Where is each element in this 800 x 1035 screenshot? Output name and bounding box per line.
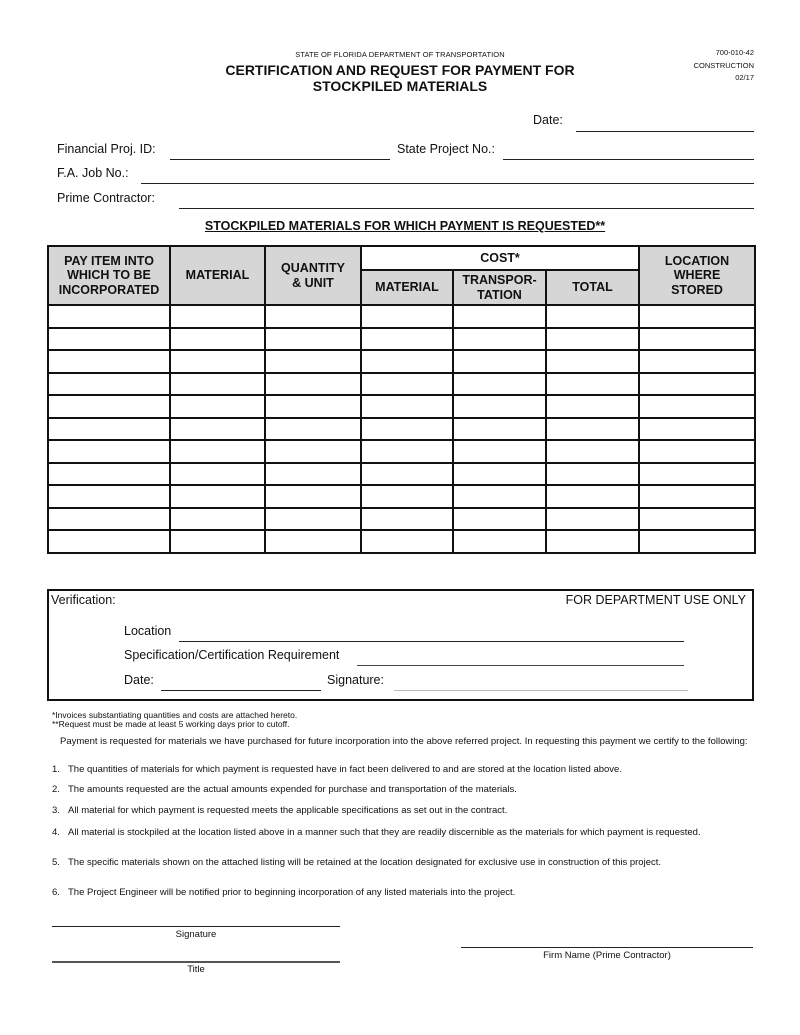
cell-pay-item[interactable] <box>48 440 170 463</box>
title-line[interactable] <box>52 961 340 963</box>
cell-cost-transportation[interactable] <box>453 418 546 441</box>
verification-label: Verification: <box>51 593 116 607</box>
header-cost-material: MATERIAL <box>361 270 453 305</box>
certification-item <box>52 887 732 899</box>
verification-date-label: Date: <box>124 673 154 687</box>
form-title-line-1: CERTIFICATION AND REQUEST FOR PAYMENT FOR <box>225 62 575 78</box>
cell-location[interactable] <box>639 463 755 486</box>
fa-job-no-field[interactable] <box>141 166 754 184</box>
item-text: The Project Engineer will be notified prior to beginning incorporation of any listed materials into the project. <box>68 887 516 898</box>
financial-proj-id-field[interactable] <box>170 142 390 160</box>
item-text: All material for which payment is requested meets the applicable specifications as set out in the contract. <box>68 805 508 816</box>
verification-location-field[interactable] <box>179 624 684 642</box>
cell-quantity-unit[interactable] <box>265 395 361 418</box>
verification-signature-field[interactable] <box>394 673 688 691</box>
cell-location[interactable] <box>639 395 755 418</box>
cell-cost-transportation[interactable] <box>453 530 546 553</box>
cell-cost-transportation[interactable] <box>453 395 546 418</box>
signature-caption: Signature <box>175 929 217 940</box>
cell-location[interactable] <box>639 305 755 328</box>
cell-quantity-unit[interactable] <box>265 373 361 396</box>
cell-material[interactable] <box>170 508 265 531</box>
table-row <box>48 463 755 486</box>
date-field[interactable] <box>576 113 754 132</box>
cell-pay-item[interactable] <box>48 395 170 418</box>
cell-material[interactable] <box>170 485 265 508</box>
item-text: All material is stockpiled at the location listed above in a manner such that they are readily discernible as the materials for which payment is requested. <box>68 827 701 838</box>
cell-cost-material[interactable] <box>361 328 453 351</box>
cell-cost-transportation[interactable] <box>453 350 546 373</box>
cell-material[interactable] <box>170 418 265 441</box>
financial-proj-id-label: Financial Proj. ID: <box>57 142 156 156</box>
cell-pay-item[interactable] <box>48 328 170 351</box>
item-number: 1. <box>52 764 60 775</box>
materials-table <box>47 245 756 554</box>
cell-cost-material[interactable] <box>361 463 453 486</box>
cell-cost-total[interactable] <box>546 463 639 486</box>
verification-location-label: Location <box>124 624 172 638</box>
firm-name-line[interactable] <box>461 947 753 948</box>
cell-cost-material[interactable] <box>361 350 453 373</box>
spec-requirement-label: Specification/Certification Requirement <box>124 648 340 662</box>
header-location: LOCATION WHERE STORED <box>639 246 755 305</box>
form-category: CONSTRUCTION <box>693 60 754 70</box>
table-row <box>48 305 755 328</box>
materials-section-title: STOCKPILED MATERIALS FOR WHICH PAYMENT IS REQUESTED** <box>204 219 606 233</box>
cell-cost-total[interactable] <box>546 485 639 508</box>
table-row <box>48 440 755 463</box>
cell-cost-transportation[interactable] <box>453 328 546 351</box>
table-row <box>48 418 755 441</box>
cell-material[interactable] <box>170 463 265 486</box>
cell-cost-material[interactable] <box>361 485 453 508</box>
cell-cost-total[interactable] <box>546 328 639 351</box>
cell-quantity-unit[interactable] <box>265 418 361 441</box>
cell-cost-total[interactable] <box>546 508 639 531</box>
cell-cost-material[interactable] <box>361 440 453 463</box>
cell-material[interactable] <box>170 373 265 396</box>
cell-cost-transportation[interactable] <box>453 485 546 508</box>
item-number: 6. <box>52 887 60 898</box>
prime-contractor-field[interactable] <box>179 191 754 209</box>
cell-cost-transportation[interactable] <box>453 463 546 486</box>
header-quantity-unit: QUANTITY & UNIT <box>265 246 361 305</box>
cell-pay-item[interactable] <box>48 350 170 373</box>
department-use-only-label: FOR DEPARTMENT USE ONLY <box>565 593 746 607</box>
cell-quantity-unit[interactable] <box>265 440 361 463</box>
cell-cost-transportation[interactable] <box>453 373 546 396</box>
cell-cost-total[interactable] <box>546 530 639 553</box>
certification-item <box>52 827 732 839</box>
cell-cost-transportation[interactable] <box>453 305 546 328</box>
cell-location[interactable] <box>639 373 755 396</box>
table-row <box>48 373 755 396</box>
cell-location[interactable] <box>639 328 755 351</box>
table-row <box>48 328 755 351</box>
cell-quantity-unit[interactable] <box>265 485 361 508</box>
cell-quantity-unit[interactable] <box>265 350 361 373</box>
agency-name: STATE OF FLORIDA DEPARTMENT OF TRANSPORTATION <box>295 50 505 59</box>
cell-location[interactable] <box>639 485 755 508</box>
item-number: 3. <box>52 805 60 816</box>
cell-quantity-unit[interactable] <box>265 305 361 328</box>
table-row <box>48 508 755 531</box>
cell-quantity-unit[interactable] <box>265 328 361 351</box>
cell-location[interactable] <box>639 440 755 463</box>
item-text: The quantities of materials for which payment is requested have in fact been delivered to and are stored at the location listed above. <box>68 764 622 775</box>
form-revision: 02/17 <box>735 73 754 82</box>
cell-location[interactable] <box>639 350 755 373</box>
verification-date-field[interactable] <box>161 673 321 691</box>
cell-quantity-unit[interactable] <box>265 530 361 553</box>
cell-material[interactable] <box>170 305 265 328</box>
spec-requirement-field[interactable] <box>357 648 684 666</box>
certification-item <box>52 784 732 796</box>
cell-pay-item[interactable] <box>48 485 170 508</box>
item-number: 5. <box>52 857 60 868</box>
signature-line[interactable] <box>52 926 340 927</box>
cell-cost-material[interactable] <box>361 418 453 441</box>
cell-pay-item[interactable] <box>48 463 170 486</box>
cell-cost-total[interactable] <box>546 440 639 463</box>
cell-pay-item[interactable] <box>48 373 170 396</box>
header-cost-total: TOTAL <box>546 270 639 305</box>
header-pay-item: PAY ITEM INTO WHICH TO BE INCORPORATED <box>48 246 170 305</box>
form-code-block <box>694 47 754 85</box>
footnote-request-deadline: **Request must be made at least 5 working days prior to cutoff. <box>52 719 290 729</box>
cell-cost-total[interactable] <box>546 350 639 373</box>
cell-location[interactable] <box>639 418 755 441</box>
cell-pay-item[interactable] <box>48 508 170 531</box>
cell-material[interactable] <box>170 440 265 463</box>
item-number: 4. <box>52 827 60 838</box>
cell-location[interactable] <box>639 530 755 553</box>
item-text: The specific materials shown on the attached listing will be retained at the location designated for exclusive use in construction of this project. <box>68 857 662 868</box>
date-label: Date: <box>533 113 563 127</box>
table-row <box>48 530 755 553</box>
cell-pay-item[interactable] <box>48 305 170 328</box>
cell-cost-material[interactable] <box>361 373 453 396</box>
cell-pay-item[interactable] <box>48 530 170 553</box>
cell-cost-material[interactable] <box>361 305 453 328</box>
state-project-no-field[interactable] <box>503 142 754 160</box>
cell-cost-total[interactable] <box>546 395 639 418</box>
state-project-no-label: State Project No.: <box>397 142 495 156</box>
form-number: 700-010-42 <box>715 48 754 57</box>
footnote-invoices: *Invoices substantiating quantities and costs are attached hereto. <box>52 710 298 720</box>
verification-signature-label: Signature: <box>327 673 384 687</box>
cell-quantity-unit[interactable] <box>265 508 361 531</box>
cell-cost-transportation[interactable] <box>453 508 546 531</box>
form-title <box>0 62 800 94</box>
cell-material[interactable] <box>170 530 265 553</box>
cell-cost-total[interactable] <box>546 418 639 441</box>
form-title-line-2: STOCKPILED MATERIALS <box>312 78 488 94</box>
table-row <box>48 350 755 373</box>
item-number: 2. <box>52 784 60 795</box>
cell-quantity-unit[interactable] <box>265 463 361 486</box>
firm-name-caption: Firm Name (Prime Contractor) <box>543 950 671 961</box>
certification-intro: Payment is requested for materials we have purchased for future incorporation into the above referred project. In requesting this payment we certify to the following: <box>60 736 748 747</box>
verification-box <box>47 589 754 701</box>
cell-location[interactable] <box>639 508 755 531</box>
certification-item <box>52 805 732 817</box>
item-text: The amounts requested are the actual amounts expended for purchase and transportation of the materials. <box>68 784 517 795</box>
certification-item <box>52 857 732 869</box>
cell-cost-material[interactable] <box>361 508 453 531</box>
header-material: MATERIAL <box>170 246 265 305</box>
header-cost-transportation: TRANSPOR- TATION <box>453 270 546 305</box>
cell-cost-material[interactable] <box>361 395 453 418</box>
cell-material[interactable] <box>170 328 265 351</box>
title-caption: Title <box>187 964 205 975</box>
cell-cost-total[interactable] <box>546 305 639 328</box>
certification-item <box>52 764 732 776</box>
cell-cost-transportation[interactable] <box>453 440 546 463</box>
prime-contractor-label: Prime Contractor: <box>57 191 155 205</box>
cell-material[interactable] <box>170 350 265 373</box>
header-cost: COST* <box>361 246 639 270</box>
table-row <box>48 485 755 508</box>
cell-material[interactable] <box>170 395 265 418</box>
table-row <box>48 395 755 418</box>
cell-pay-item[interactable] <box>48 418 170 441</box>
cell-cost-total[interactable] <box>546 373 639 396</box>
cell-cost-material[interactable] <box>361 530 453 553</box>
fa-job-no-label: F.A. Job No.: <box>57 166 129 180</box>
